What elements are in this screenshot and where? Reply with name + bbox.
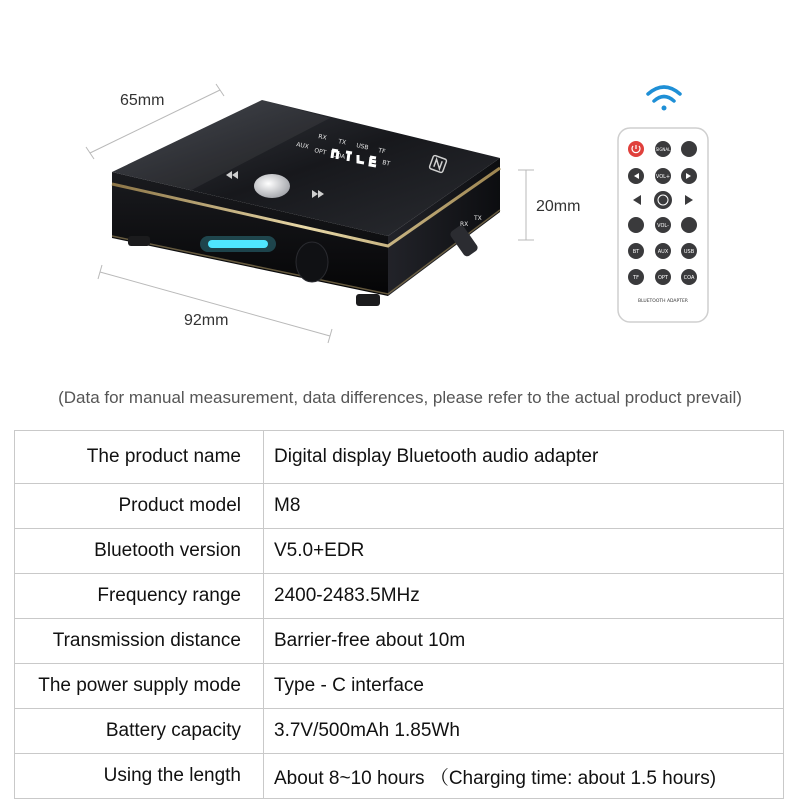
- spec-table: [14, 430, 784, 799]
- table-row: [15, 529, 784, 574]
- svg-text:SIGNAL: SIGNAL: [655, 147, 671, 152]
- spec-label: Transmission distance: [15, 619, 264, 664]
- svg-text:VOL+: VOL+: [655, 174, 671, 180]
- control-knob: [254, 174, 290, 198]
- spec-label: The power supply mode: [15, 664, 264, 709]
- indicator-tx: TX: [337, 138, 347, 147]
- table-row: [15, 664, 784, 709]
- product-illustration: [0, 0, 800, 360]
- table-row: [15, 484, 784, 529]
- spec-label: The product name: [15, 431, 264, 484]
- measurement-note: (Data for manual measurement, data differences, please refer to the actual product prevail): [58, 388, 742, 407]
- dimension-length-label: 65mm: [120, 92, 165, 109]
- svg-text:USB: USB: [683, 249, 695, 255]
- repeat-button: [628, 217, 644, 233]
- svg-text:OPT: OPT: [657, 275, 669, 281]
- remote-label: BLUETOOTH ADAPTER: [638, 299, 688, 304]
- svg-text:AUX: AUX: [657, 249, 669, 255]
- table-row: [15, 709, 784, 754]
- play-pause-button: [654, 191, 672, 209]
- spec-label: Product model: [15, 484, 264, 529]
- mute-button: [681, 141, 697, 157]
- table-row: [15, 754, 784, 799]
- spec-label: Bluetooth version: [15, 529, 264, 574]
- remote-control: [618, 87, 708, 322]
- switch-label-rx: RX: [460, 221, 469, 228]
- spec-value: 3.7V/500mAh 1.85Wh: [264, 709, 784, 754]
- spec-value: Type - C interface: [264, 664, 784, 709]
- spec-value: About 8~10 hours （Charging time: about 1.5 hours): [264, 754, 784, 799]
- table-row: [15, 431, 784, 484]
- product-drawing: [0, 0, 800, 360]
- spec-value: M8: [264, 484, 784, 529]
- wifi-signal-icon: [648, 87, 680, 111]
- enter-button: [681, 217, 697, 233]
- dimension-height-label: 20mm: [536, 198, 581, 215]
- spec-value: V5.0+EDR: [264, 529, 784, 574]
- spec-value: Digital display Bluetooth audio adapter: [264, 431, 784, 484]
- svg-text:TF: TF: [633, 275, 639, 281]
- indicator-opt: OPT: [313, 147, 327, 157]
- spec-label: Frequency range: [15, 574, 264, 619]
- indicator-rx: RX: [317, 133, 328, 142]
- indicator-aux: AUX: [295, 141, 310, 151]
- spec-value: 2400-2483.5MHz: [264, 574, 784, 619]
- table-row: [15, 619, 784, 664]
- indicator-bt: BT: [381, 159, 391, 168]
- svg-text:VOL-: VOL-: [657, 223, 669, 229]
- svg-text:BT: BT: [632, 249, 640, 255]
- bluetooth-adapter-device: [112, 100, 500, 306]
- indicator-usb: USB: [355, 142, 370, 152]
- svg-text:COA: COA: [683, 275, 695, 281]
- dimension-width-label: 92mm: [184, 312, 229, 329]
- indicator-tf: TF: [377, 147, 387, 156]
- switch-label-tx: TX: [474, 215, 482, 222]
- dimension-line-20mm: [518, 170, 534, 240]
- spec-label: Using the length: [15, 754, 264, 799]
- table-row: [15, 574, 784, 619]
- indicator-coa: COA: [331, 151, 346, 161]
- spec-value: Barrier-free about 10m: [264, 619, 784, 664]
- spec-label: Battery capacity: [15, 709, 264, 754]
